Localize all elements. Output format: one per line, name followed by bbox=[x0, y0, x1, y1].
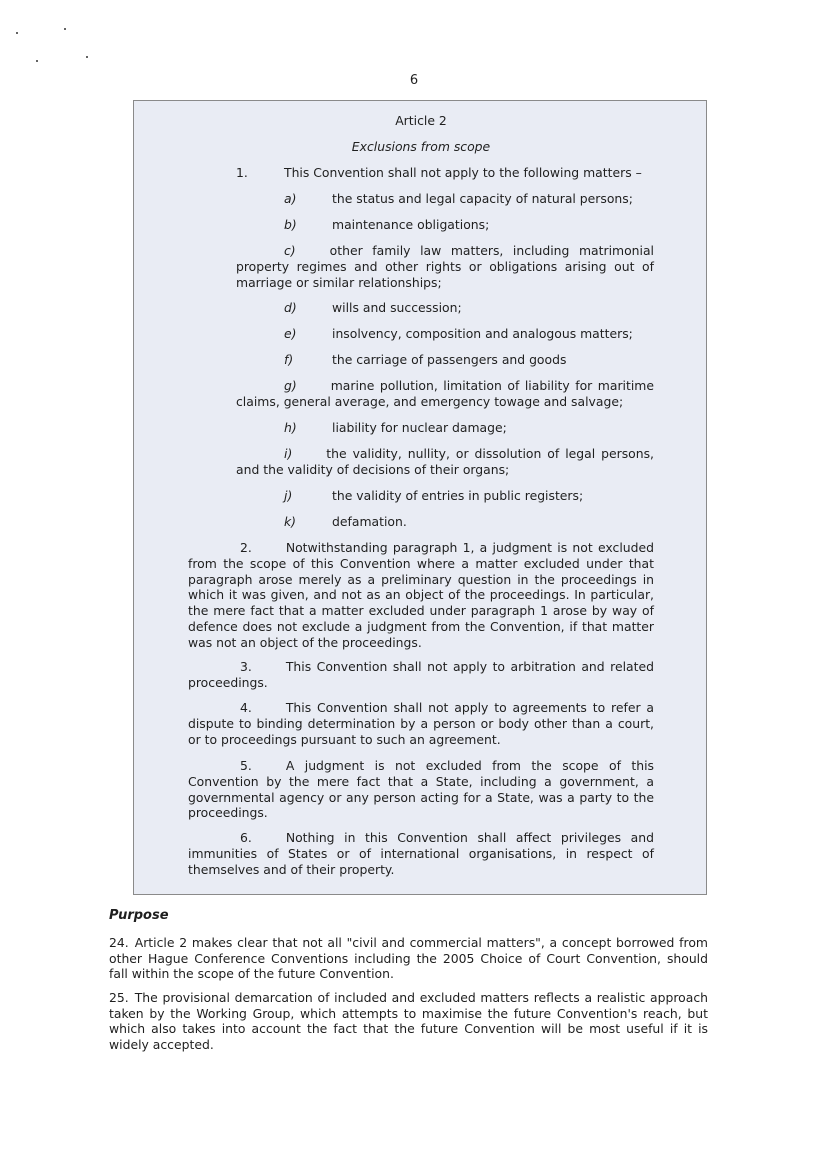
list-item bbox=[236, 378, 654, 410]
paragraph-text: This Convention shall not apply to agreements to refer a dispute to binding determination by a person or body other than a court, or to proceedings pursuant to such an agreement. bbox=[188, 700, 654, 747]
paragraph-text: This Convention shall not apply to arbitration and related proceedings. bbox=[188, 659, 654, 690]
article-title: Article 2 bbox=[395, 113, 447, 128]
paragraph-number: 1. bbox=[236, 165, 248, 180]
item-text: wills and succession; bbox=[332, 300, 462, 315]
item-letter: e) bbox=[284, 326, 297, 341]
scan-speck bbox=[36, 60, 38, 62]
paragraph-text: The provisional demarcation of included and excluded matters reflects a realistic approach taken by the Working Group, which attempts to maximise the future Convention's reach, but which also takes into account the fact that the future Convention will be most useful if it is widely accepted. bbox=[109, 990, 708, 1052]
paragraph-text: Notwithstanding paragraph 1, a judgment is not excluded from the scope of this Convention where a matter excluded under that paragraph arose merely as a preliminary question in the proceedings in which it was given, and not as an object of the proceedings. In particular, the mere fact that a matter excluded under paragraph 1 arose by way of defence does not exclude a judgment from the Convention, if that matter was not an object of the proceedings. bbox=[188, 540, 654, 650]
item-text: the carriage of passengers and goods bbox=[332, 352, 567, 367]
item-text: insolvency, composition and analogous matters; bbox=[332, 326, 633, 341]
item-letter: c) bbox=[284, 243, 296, 258]
paragraph-number: 2. bbox=[240, 540, 252, 555]
article-subtitle: Exclusions from scope bbox=[351, 139, 491, 154]
paragraph-number: 5. bbox=[240, 758, 252, 773]
item-text: liability for nuclear damage; bbox=[332, 420, 507, 435]
paragraph-2 bbox=[188, 540, 654, 651]
purpose-heading: Purpose bbox=[109, 908, 169, 923]
paragraph-number: 25. bbox=[109, 990, 129, 1005]
scan-speck bbox=[16, 32, 18, 34]
paragraph-4 bbox=[188, 700, 654, 747]
scan-speck bbox=[64, 28, 66, 30]
list-item bbox=[236, 243, 654, 290]
item-letter: d) bbox=[284, 300, 297, 315]
paragraph-text: This Convention shall not apply to the following matters – bbox=[284, 165, 642, 180]
item-text: defamation. bbox=[332, 514, 407, 529]
item-letter: f) bbox=[284, 352, 294, 367]
paragraph-number: 3. bbox=[240, 659, 252, 674]
paragraph-number: 6. bbox=[240, 830, 252, 845]
item-letter: h) bbox=[284, 420, 297, 435]
paragraph-text: Article 2 makes clear that not all "civil and commercial matters", a concept borrowed from other Hague Conference Conventions including the 2005 Choice of Court Convention, should fall within the scope of the future Convention. bbox=[109, 935, 708, 981]
commentary-paragraph-24 bbox=[109, 935, 708, 982]
item-text: other family law matters, including matrimonial property regimes and other rights or obligations arising out of marriage or similar relationships; bbox=[236, 243, 654, 290]
item-letter: g) bbox=[284, 378, 297, 393]
item-text: maintenance obligations; bbox=[332, 217, 490, 232]
item-letter: a) bbox=[284, 191, 297, 206]
item-text: the validity of entries in public registers; bbox=[332, 488, 584, 503]
paragraph-3 bbox=[188, 659, 654, 691]
scan-speck bbox=[86, 56, 88, 58]
list-item bbox=[236, 446, 654, 478]
paragraph-5 bbox=[188, 758, 654, 821]
item-letter: i) bbox=[284, 446, 293, 461]
item-letter: k) bbox=[284, 514, 297, 529]
item-text: marine pollution, limitation of liability for maritime claims, general average, and emergency towage and salvage; bbox=[236, 378, 654, 409]
paragraph-number: 4. bbox=[240, 700, 252, 715]
commentary-paragraph-25 bbox=[109, 990, 708, 1052]
paragraph-text: Nothing in this Convention shall affect privileges and immunities of States or of international organisations, in respect of themselves and of their property. bbox=[188, 830, 654, 877]
item-text: the validity, nullity, or dissolution of legal persons, and the validity of decisions of their organs; bbox=[236, 446, 654, 477]
paragraph-text: A judgment is not excluded from the scope of this Convention by the mere fact that a State, including a government, a governmental agency or any person acting for a State, was a party to the proceedings. bbox=[188, 758, 654, 821]
item-letter: b) bbox=[284, 217, 297, 232]
item-text: the status and legal capacity of natural persons; bbox=[332, 191, 633, 206]
paragraph-6 bbox=[188, 830, 654, 877]
page-number: 6 bbox=[409, 73, 419, 88]
paragraph-number: 24. bbox=[109, 935, 129, 950]
article-2-box bbox=[133, 100, 707, 895]
item-letter: j) bbox=[284, 488, 293, 503]
